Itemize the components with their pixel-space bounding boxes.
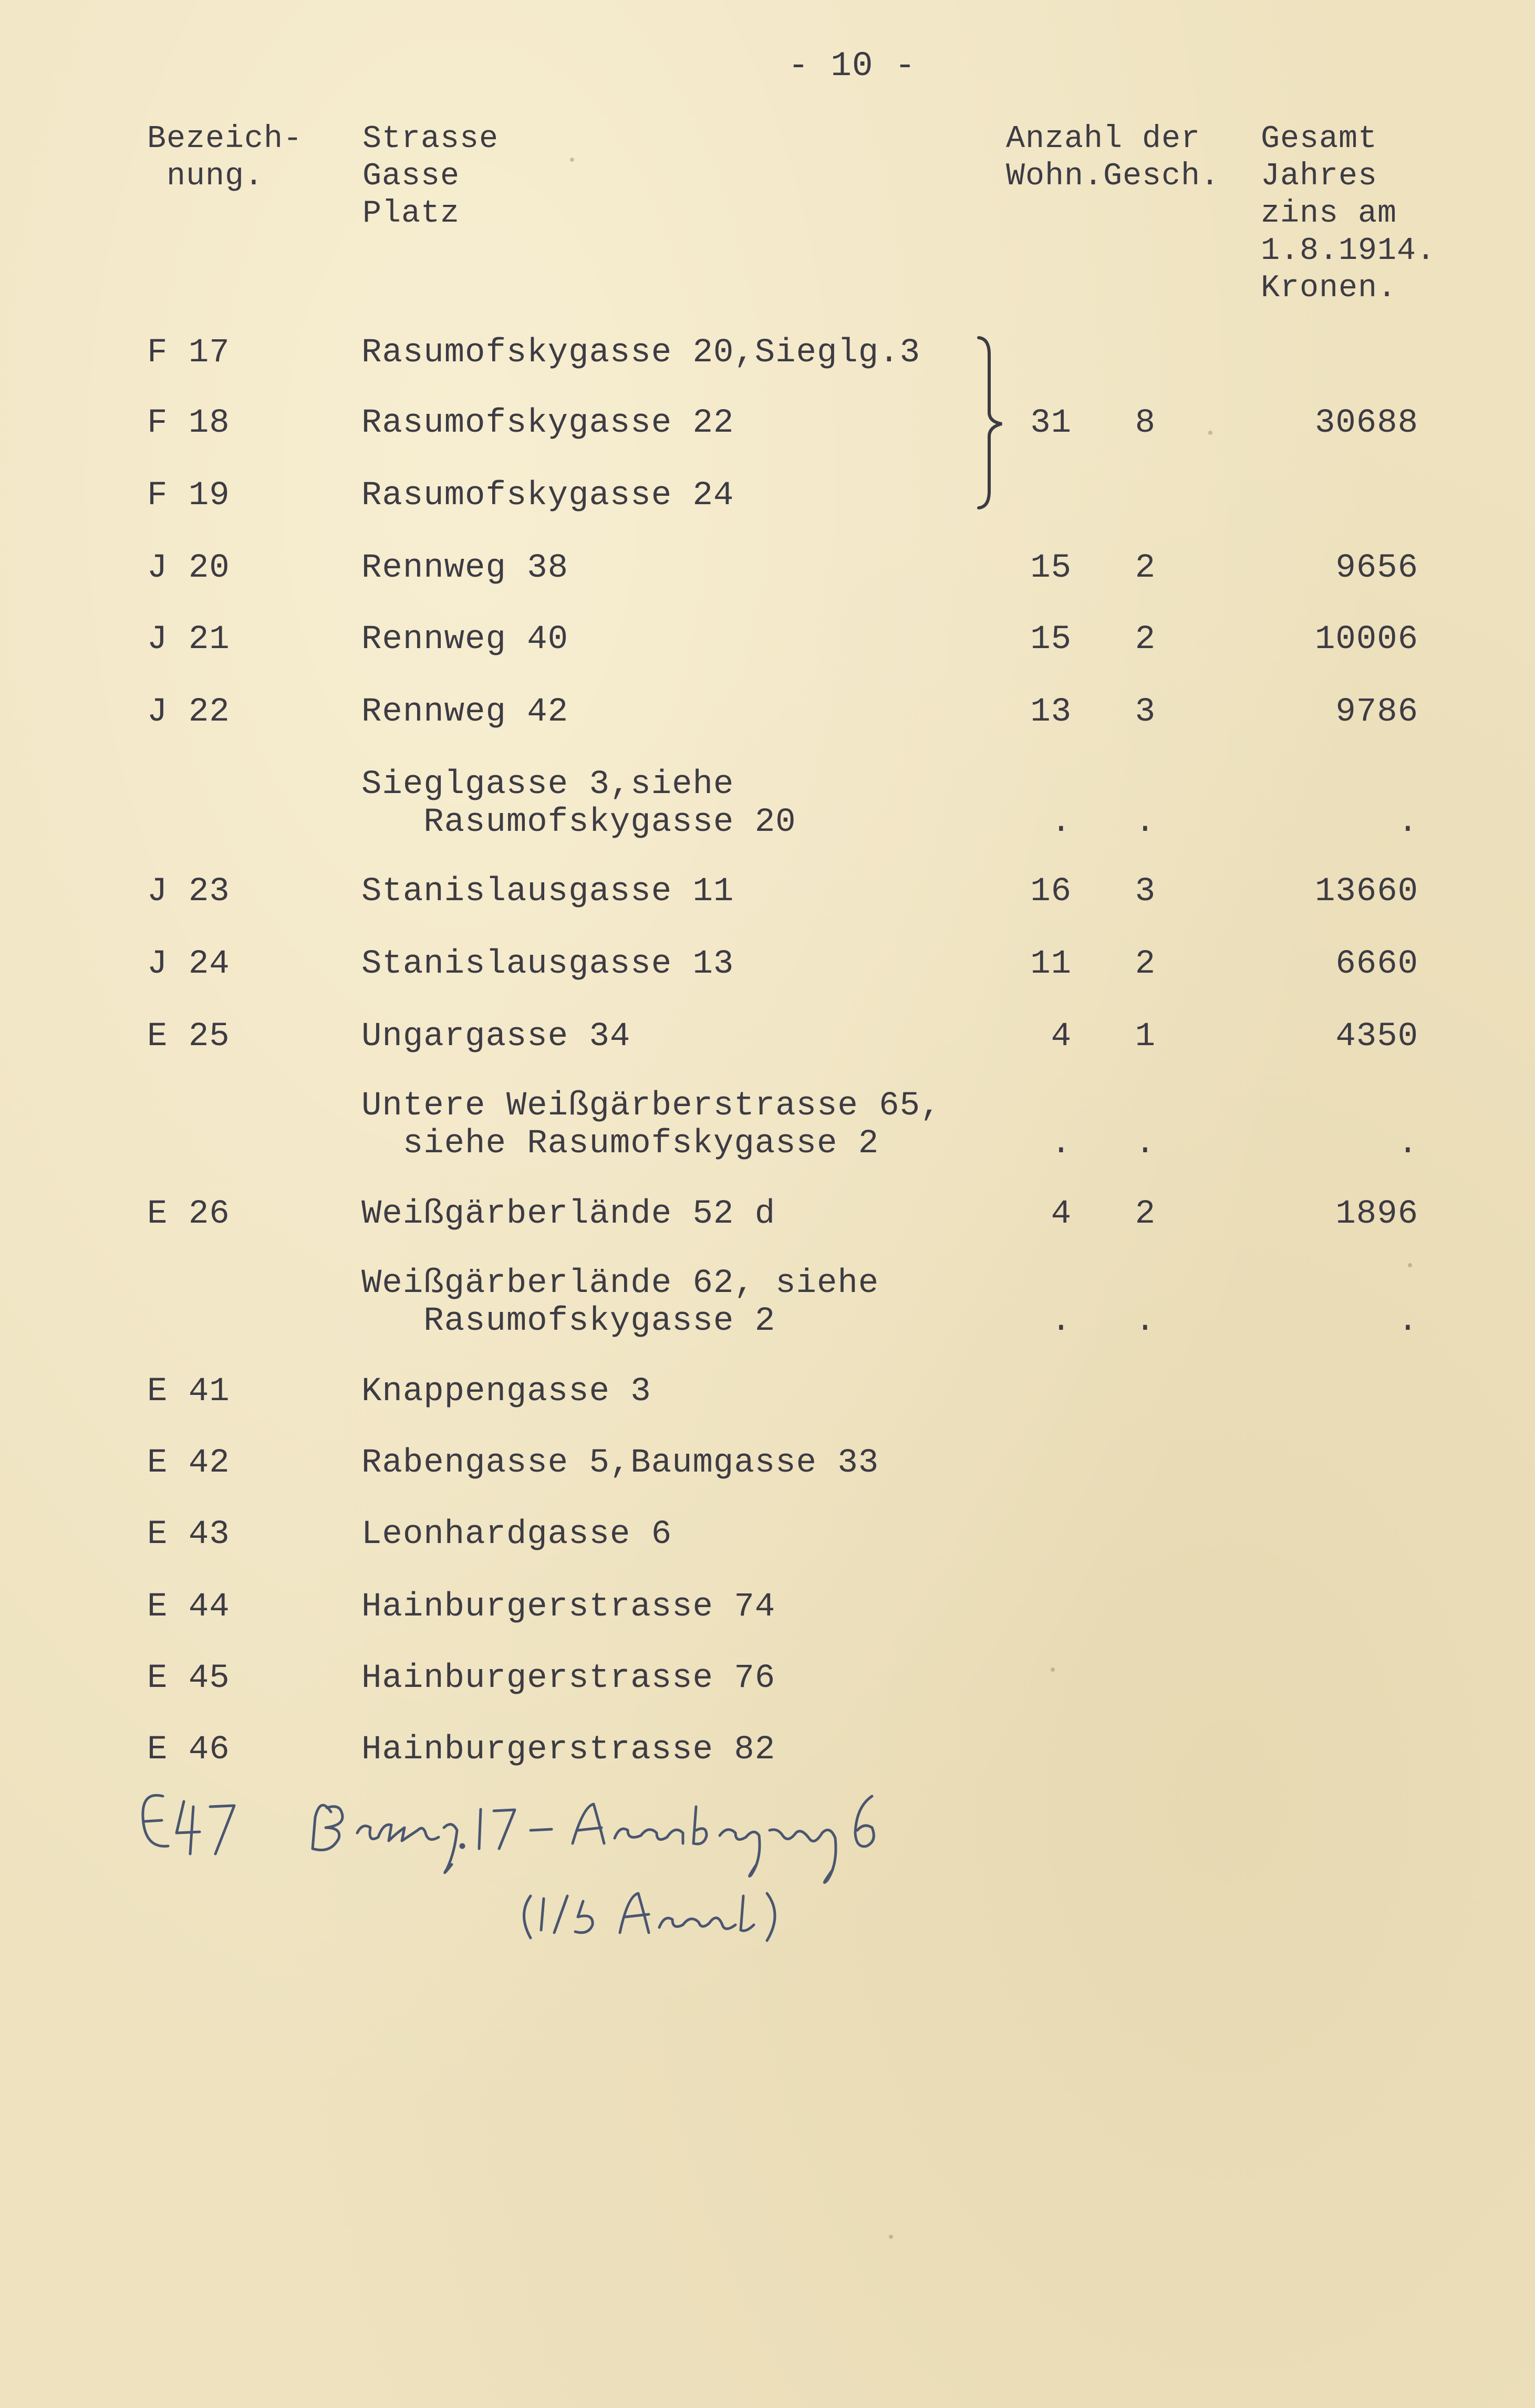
row-id: J 20: [147, 549, 230, 587]
paper-speck: [889, 2235, 893, 2239]
row-street: Untere Weißgärberstrasse 65, siehe Rasumofskygasse 2: [361, 1087, 941, 1163]
row-id: F 18: [147, 404, 230, 442]
header-strasse: Strasse Gasse Platz: [362, 121, 499, 232]
row-geschaefte: 2: [1135, 1195, 1156, 1233]
row-id: E 41: [147, 1373, 230, 1411]
row-street: Rennweg 42: [361, 693, 569, 731]
row-street: Rasumofskygasse 24: [361, 477, 734, 515]
row-street: Hainburgerstrasse 74: [361, 1588, 776, 1626]
row-id: E 45: [147, 1660, 230, 1697]
row-wohnungen: .: [1051, 804, 1072, 841]
row-wohnungen: 16: [1030, 873, 1072, 911]
row-street: Stanislausgasse 13: [361, 945, 734, 983]
paper-speck: [1408, 1263, 1412, 1267]
row-jahreszins: 9656: [1335, 549, 1418, 587]
row-jahreszins: .: [1397, 804, 1418, 841]
row-jahreszins: 10006: [1314, 621, 1418, 659]
row-wohnungen: 15: [1030, 549, 1072, 587]
row-street: Leonhardgasse 6: [361, 1516, 672, 1554]
page-number: - 10 -: [788, 46, 916, 86]
grouping-brace: [974, 333, 1011, 512]
row-wohnungen: 15: [1030, 621, 1072, 659]
row-wohnungen: 4: [1051, 1018, 1072, 1056]
row-id: J 22: [147, 693, 230, 731]
row-id: E 25: [147, 1018, 230, 1056]
row-street: Rasumofskygasse 22: [361, 404, 734, 442]
row-jahreszins: 4350: [1335, 1018, 1418, 1056]
row-id: F 17: [147, 334, 230, 372]
handwritten-note: [131, 1775, 1024, 1954]
row-street: Rennweg 40: [361, 621, 569, 659]
row-geschaefte: .: [1135, 1302, 1156, 1340]
header-bezeichnung: Bezeich- nung.: [147, 121, 303, 194]
row-wohnungen: .: [1051, 1125, 1072, 1163]
row-id: J 23: [147, 873, 230, 911]
row-wohnungen: 31: [1030, 404, 1072, 442]
row-jahreszins: 13660: [1314, 873, 1418, 911]
paper-speck: [570, 158, 574, 162]
row-geschaefte: 8: [1135, 404, 1156, 442]
header-gesamt: Gesamt Jahres zins am 1.8.1914. Kronen.: [1261, 121, 1436, 306]
row-jahreszins: 30688: [1314, 404, 1418, 442]
row-street: Weißgärberlände 52 d: [361, 1195, 776, 1233]
row-wohnungen: 11: [1030, 945, 1072, 983]
row-street: Hainburgerstrasse 82: [361, 1731, 776, 1769]
row-street: Sieglgasse 3,siehe Rasumofskygasse 20: [361, 766, 796, 841]
row-id: J 21: [147, 621, 230, 659]
row-jahreszins: .: [1397, 1125, 1418, 1163]
row-wohnungen: .: [1051, 1302, 1072, 1340]
row-id: E 26: [147, 1195, 230, 1233]
row-geschaefte: 2: [1135, 549, 1156, 587]
row-street: Rennweg 38: [361, 549, 569, 587]
row-id: E 43: [147, 1516, 230, 1554]
row-street: Knappengasse 3: [361, 1373, 651, 1411]
row-street: Weißgärberlände 62, siehe Rasumofskygasse 2: [361, 1265, 879, 1340]
row-id: E 42: [147, 1444, 230, 1482]
row-geschaefte: .: [1135, 1125, 1156, 1163]
row-id: J 24: [147, 945, 230, 983]
row-wohnungen: 4: [1051, 1195, 1072, 1233]
header-anzahl: Anzahl der Wohn.Gesch.: [1006, 121, 1220, 194]
row-street: Rasumofskygasse 20,Sieglg.3: [361, 334, 920, 372]
row-street: Rabengasse 5,Baumgasse 33: [361, 1444, 879, 1482]
row-id: E 44: [147, 1588, 230, 1626]
row-street: Ungargasse 34: [361, 1018, 631, 1056]
row-jahreszins: .: [1397, 1302, 1418, 1340]
row-geschaefte: 2: [1135, 621, 1156, 659]
row-street: Stanislausgasse 11: [361, 873, 734, 911]
row-geschaefte: 3: [1135, 693, 1156, 731]
row-jahreszins: 9786: [1335, 693, 1418, 731]
paper-speck: [1051, 1667, 1055, 1672]
row-street: Hainburgerstrasse 76: [361, 1660, 776, 1697]
row-geschaefte: 3: [1135, 873, 1156, 911]
row-id: F 19: [147, 477, 230, 515]
row-id: E 46: [147, 1731, 230, 1769]
paper-speck: [1208, 431, 1212, 435]
row-jahreszins: 6660: [1335, 945, 1418, 983]
row-geschaefte: .: [1135, 804, 1156, 841]
row-geschaefte: 1: [1135, 1018, 1156, 1056]
row-wohnungen: 13: [1030, 693, 1072, 731]
row-geschaefte: 2: [1135, 945, 1156, 983]
row-jahreszins: 1896: [1335, 1195, 1418, 1233]
